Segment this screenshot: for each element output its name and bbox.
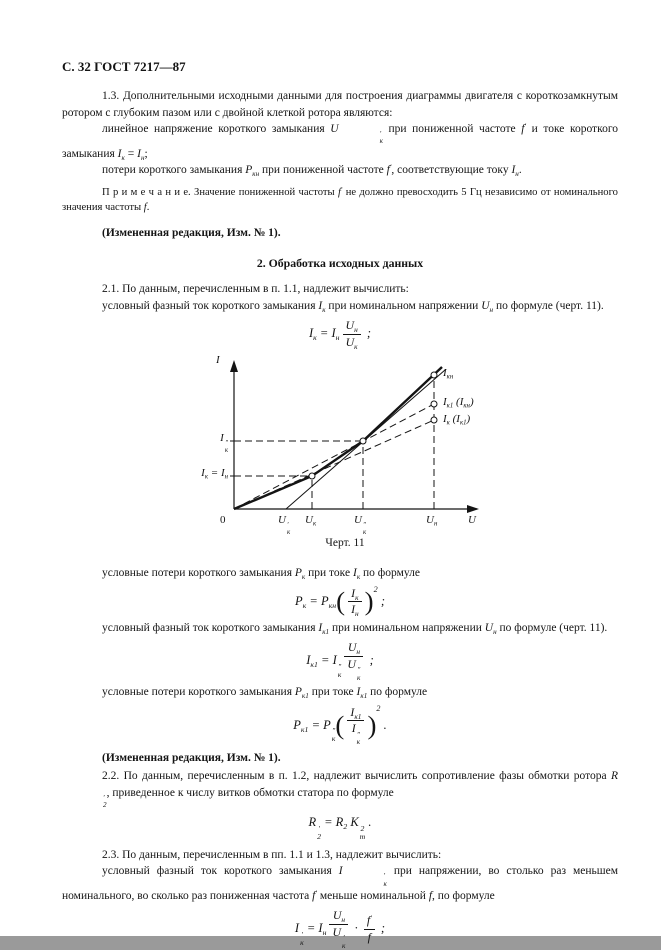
subscript: н: [322, 928, 327, 938]
text-run: =: [316, 326, 332, 341]
denominator: [347, 721, 364, 745]
math-var: f′: [337, 186, 343, 198]
superscript: ′: [340, 186, 343, 194]
subscript: н: [356, 647, 361, 657]
point-label-ik1: [443, 396, 474, 411]
x-tick-uk-dblprime: [354, 515, 366, 536]
numerator: [348, 587, 362, 603]
subscript: к: [379, 137, 383, 146]
subscript: к: [301, 573, 306, 582]
text-run: =: [320, 815, 336, 830]
subscript: 2: [343, 822, 348, 832]
superscript: ′: [524, 122, 526, 131]
math-var: $P_{кн}$: [245, 164, 260, 179]
formula-ik: [62, 319, 618, 349]
denominator: [329, 925, 348, 949]
superscript: ′: [370, 913, 372, 923]
text-run: при токе: [305, 567, 353, 580]
superscript: ′: [379, 130, 382, 139]
math-var: I ′ к: [294, 921, 304, 947]
origin-label: 0: [220, 514, 226, 527]
math-var: f′: [521, 122, 526, 136]
paren-open-icon: (: [335, 710, 345, 741]
text-run: (: [449, 413, 457, 426]
math-var: $U_н$: [345, 318, 358, 334]
math-var: $I_к$: [352, 567, 361, 582]
formula-r2: [62, 814, 618, 841]
superscript: 2: [360, 823, 365, 833]
subscript: н: [140, 153, 145, 162]
text-run: по формуле: [360, 567, 420, 580]
subscript: к1: [300, 724, 309, 734]
math-var: $I_н$: [351, 602, 359, 619]
text-run: по формуле (черт. 11).: [493, 299, 604, 312]
subscript: к: [354, 341, 358, 351]
superscript: ″: [362, 522, 366, 530]
superscript: ″: [225, 440, 228, 448]
math-var: I ″ к: [332, 653, 342, 679]
math-var: f′: [386, 163, 392, 177]
paren-open-icon: (: [336, 586, 346, 617]
paragraph-2-1-current: [62, 298, 618, 314]
math-var: $U_н$: [481, 299, 494, 314]
math-var: $I_{к1}$: [306, 653, 318, 670]
sup-sub: [342, 934, 345, 949]
math-var: U ′ к: [330, 123, 383, 146]
text-run: 1.3. Дополнительными исходными данными для построения диаграммы двигателя с короткозамкнутым ротором с глубоким пазом или с двойной клеткой ротора являются:: [62, 90, 618, 119]
subscript: к: [312, 521, 317, 529]
math-var: $I_н$: [511, 164, 519, 179]
data-point-marker: [431, 372, 437, 378]
subscript: к1: [459, 420, 467, 428]
text-run: (: [453, 396, 460, 409]
subscript: к: [121, 153, 125, 162]
subscript: к: [356, 737, 361, 747]
math-var: $R_2$: [335, 815, 348, 832]
math-var: $I_к$: [318, 299, 326, 314]
amendment-note-2: (Измененная редакция, Изм. № 1).: [102, 751, 281, 764]
figure-caption: Черт. 11: [325, 537, 365, 550]
paren-group: [336, 584, 378, 619]
fraction: [343, 319, 361, 349]
text-run: при пониженной частоте: [382, 123, 522, 136]
formula-pk1: [62, 703, 618, 747]
math-var: $I_к$: [351, 585, 359, 602]
math-var: U ″ к: [347, 657, 361, 682]
math-var: $I_{кн}$: [459, 396, 470, 411]
sup-sub: [338, 663, 342, 679]
text-run: =: [208, 467, 221, 480]
text-run: =: [124, 147, 138, 160]
superscript: ′: [301, 929, 303, 939]
paragraph-1-3: [62, 88, 618, 121]
superscript: ′: [383, 872, 386, 881]
subscript: к1: [354, 711, 362, 721]
math-var: $I_н$: [220, 467, 228, 482]
math-var: $I_{к1}$: [318, 622, 330, 636]
math-var: $P_к$: [294, 567, 306, 582]
bold-characteristic-curve: [234, 367, 442, 509]
paren-content: [345, 587, 365, 617]
sup-sub: [357, 731, 360, 746]
subscript: кн: [252, 170, 260, 179]
section-2-heading: 2. Обработка исходных данных: [256, 255, 424, 270]
subscript: к: [224, 447, 228, 455]
math-var: I ′ к: [338, 865, 387, 888]
subscript: к: [357, 672, 361, 682]
superscript: ″: [337, 661, 342, 671]
math-var: $P_{к1}$: [294, 686, 309, 701]
text-run: условный фазный ток короткого замыкания: [102, 865, 339, 878]
text-run: по формуле (черт. 11).: [496, 622, 608, 635]
math-var: I: [216, 354, 220, 367]
subscript: к: [342, 940, 346, 950]
subscript: н: [433, 521, 438, 529]
math-var: $I_{к1}$: [456, 413, 467, 428]
paren-group: [335, 703, 381, 747]
subscript: к: [355, 592, 359, 602]
math-var: f′: [366, 913, 372, 928]
y-axis-arrow-icon: [230, 360, 238, 372]
subscript: к1: [322, 627, 330, 636]
formula-pk: [62, 584, 618, 619]
text-run: условный фазный ток короткого замыкания: [102, 622, 319, 635]
power-exponent: 2: [373, 584, 378, 594]
math-var: U: [468, 514, 476, 527]
fraction: [364, 914, 375, 944]
paragraph-current-ik1: [62, 620, 618, 636]
fraction: [347, 706, 364, 746]
math-var: $U_н$: [332, 908, 346, 925]
subscript: к1: [360, 692, 368, 701]
fraction: [344, 641, 363, 681]
numerator: [347, 706, 364, 722]
text-run: меньше номинальной: [316, 890, 429, 903]
numerator: [343, 319, 361, 335]
data-point-marker: [431, 401, 437, 407]
math-var: $I_{к1}$: [443, 396, 454, 411]
power-exponent: 2: [376, 703, 381, 713]
subscript: к: [313, 333, 317, 343]
text-run: при напряжении, во столько раз меньшем номинального, во сколько раз пониженная частота: [62, 865, 618, 903]
formula-ik1: [62, 641, 618, 681]
x-tick-uk: [305, 514, 317, 529]
point-label-ikn: [443, 367, 454, 382]
sup-sub: [357, 666, 360, 681]
subscript: н: [355, 609, 359, 619]
subscript: н: [335, 333, 340, 343]
math-var: $P_{кн}$: [320, 593, 337, 610]
text-run: , по формуле: [432, 890, 495, 903]
text-run: ;: [144, 147, 148, 160]
amendment-note-1: (Измененная редакция, Изм. № 1).: [102, 227, 281, 240]
formula-ik-prime: [62, 909, 618, 949]
text-run: ·: [351, 921, 361, 936]
paragraph-losses-pk1: [62, 684, 618, 700]
math-var: $I_к$: [117, 147, 125, 162]
text-run: ;: [363, 326, 372, 341]
paragraph-2-3-intro: 2.3. По данным, перечисленным в пп. 1.1 и 1.3, надлежит вычислить:: [102, 848, 442, 861]
subscript: кн: [446, 374, 454, 382]
text-run: условный фазный ток короткого замыкания: [102, 299, 319, 312]
x-tick-un: [426, 514, 438, 529]
math-var: $I_к$: [201, 467, 208, 482]
subscript: к1: [301, 692, 309, 701]
subscript: к: [204, 474, 208, 482]
subscript: н: [354, 325, 358, 334]
subscript: к: [362, 529, 367, 537]
paragraph-2-2: [62, 768, 618, 809]
math-var: U ′ к: [278, 514, 291, 537]
text-run: при пониженной частоте: [259, 164, 387, 177]
math-var: $I_{к1}$: [350, 704, 362, 721]
numerator: [344, 641, 363, 657]
text-run: .: [365, 815, 372, 830]
subscript: к: [331, 734, 336, 744]
subscript: к: [286, 529, 291, 537]
extrapolation-line-ik1: [234, 404, 434, 509]
text-run: ;: [366, 653, 374, 668]
paren-content: [344, 706, 367, 746]
paragraph-2-1-intro: 2.1. По данным, перечисленным в п. 1.1, надлежит вычислить:: [102, 283, 409, 296]
math-var: I ″ к: [351, 721, 361, 747]
superscript: ″: [357, 665, 361, 675]
subscript: 2: [317, 831, 321, 841]
fraction: [348, 587, 362, 617]
numerator: [329, 909, 348, 925]
denominator: [343, 335, 361, 350]
sup-sub: [63, 795, 107, 810]
subscript: к1: [446, 403, 454, 411]
math-var: P ″ к: [323, 717, 336, 744]
page-header: С. 32 ГОСТ 7217—87: [62, 59, 186, 74]
note-paragraph: [62, 185, 618, 216]
numerator: [364, 914, 375, 930]
subscript: т: [359, 831, 366, 841]
data-point-marker: [360, 438, 366, 444]
text-run: потери короткого замыкания: [102, 164, 246, 177]
superscript: ″: [356, 729, 360, 739]
subscript: н: [515, 170, 519, 179]
subscript: к: [322, 305, 326, 314]
text-run: ): [466, 413, 471, 426]
paragraph-1-3-losses: [62, 162, 618, 178]
sup-sub: [363, 522, 366, 536]
superscript: ′: [315, 889, 317, 898]
data-point-marker: [309, 473, 315, 479]
math-var: $U_к$: [345, 334, 358, 351]
superscript: ′: [318, 823, 320, 833]
text-run: 2.2. По данным, перечисленным в п. 1.2, надлежит вычислить сопротивление фазы обмотки ротора: [102, 770, 611, 783]
text-run: =: [306, 593, 321, 608]
denominator: [364, 930, 375, 945]
math-var: f: [143, 201, 147, 213]
text-run: =: [308, 717, 324, 732]
math-var: $U_н$: [484, 622, 497, 636]
text-run: и токе короткого замыкания: [62, 123, 618, 160]
math-var: $P_{к1}$: [293, 717, 309, 734]
text-run: при номинальном напряжении: [329, 622, 485, 635]
math-var: $I_{кн}$: [443, 367, 454, 382]
subscript: к: [446, 420, 450, 428]
text-run: П р и м е ч а н и е. Значение пониженной частоты: [102, 186, 338, 198]
text-run: =: [303, 921, 319, 936]
subscript: к1: [310, 660, 318, 670]
math-var: f: [367, 930, 371, 945]
paragraph-2-3-current: [62, 863, 618, 904]
figure-chart-11: [180, 355, 510, 555]
math-var: $I_{к1}$: [356, 686, 368, 701]
math-var: K 2 т: [350, 815, 366, 841]
math-var: $I_н$: [137, 147, 145, 162]
subscript: н: [489, 305, 494, 314]
superscript: ′: [286, 522, 289, 530]
text-run: по формуле: [367, 686, 428, 699]
subscript: кн: [328, 600, 337, 610]
text-run: =: [317, 653, 333, 668]
paragraph-1-3-linear-voltage: [62, 121, 618, 162]
text-run: ;: [377, 921, 386, 936]
text-run: условные потери короткого замыкания: [102, 686, 295, 699]
x-axis-arrow-icon: [467, 505, 479, 513]
point-label-ik: [443, 413, 471, 428]
math-var: U ′ к: [332, 925, 346, 950]
subscript: н: [341, 915, 346, 925]
text-run: при номинальном напряжении: [325, 299, 482, 312]
text-run: условные потери короткого замыкания: [102, 567, 295, 580]
math-var: I ″ к: [220, 432, 228, 455]
math-var: U ″ к: [354, 514, 367, 537]
y-tick-ik-equals-in: [201, 467, 228, 482]
paragraph-losses-pk: [62, 565, 618, 581]
subscript: н: [493, 627, 497, 636]
math-var: $U_н$: [347, 640, 361, 657]
text-run: при токе: [308, 686, 357, 699]
math-var: $I_к$: [443, 413, 450, 428]
subscript: к: [300, 937, 304, 947]
math-var: $I_н$: [318, 921, 327, 938]
x-tick-uk-prime: [278, 515, 290, 536]
subscript: 2: [103, 800, 107, 809]
sup-sub: [340, 131, 383, 146]
subscript: н: [224, 474, 228, 482]
math-var: $U_к$: [305, 514, 317, 529]
x-axis-title: [468, 515, 476, 526]
text-run: ;: [377, 593, 385, 608]
superscript: ″: [331, 726, 336, 736]
text-run: линейное напряжение короткого замыкания: [102, 123, 331, 136]
math-var: $U_н$: [426, 514, 438, 529]
denominator: [344, 657, 363, 681]
text-run: , соответствующие току: [391, 164, 512, 177]
subscript: к: [356, 573, 361, 582]
text-run: , приведенное к числу витков обмотки статора по формуле: [106, 786, 394, 799]
subscript: к: [383, 879, 387, 888]
math-var: f: [428, 890, 433, 903]
math-var: R ′ 2: [308, 815, 321, 841]
math-var: $P_к$: [295, 593, 307, 610]
subscript: кн: [463, 403, 470, 411]
paren-close-icon: ): [364, 586, 374, 617]
superscript: ′: [103, 793, 105, 802]
superscript: ′: [389, 163, 392, 172]
subscript: к: [302, 600, 307, 610]
math-var: R ′ 2: [62, 770, 618, 798]
data-point-marker: [431, 417, 437, 423]
figure-svg: [180, 355, 510, 537]
text-run: .: [146, 201, 150, 213]
y-axis-title: [216, 355, 220, 366]
text-run: .: [380, 717, 387, 732]
math-var: $I_к$: [308, 326, 317, 343]
sup-sub: [287, 522, 290, 536]
denominator: [348, 602, 362, 617]
sup-sub: [344, 873, 387, 888]
superscript: ′: [342, 933, 345, 943]
subscript: к: [337, 669, 342, 679]
fraction: [329, 909, 348, 949]
y-tick-ik-dblprime: [220, 433, 228, 454]
text-run: не должно превосходить 5 Гц независимо от номинального значения частоты: [62, 186, 618, 213]
paren-close-icon: ): [367, 710, 377, 741]
text-run: .: [518, 164, 522, 177]
math-var: f′: [312, 889, 317, 903]
math-var: $I_н$: [331, 326, 340, 343]
sup-sub: [225, 440, 228, 454]
text-run: ): [469, 396, 474, 409]
